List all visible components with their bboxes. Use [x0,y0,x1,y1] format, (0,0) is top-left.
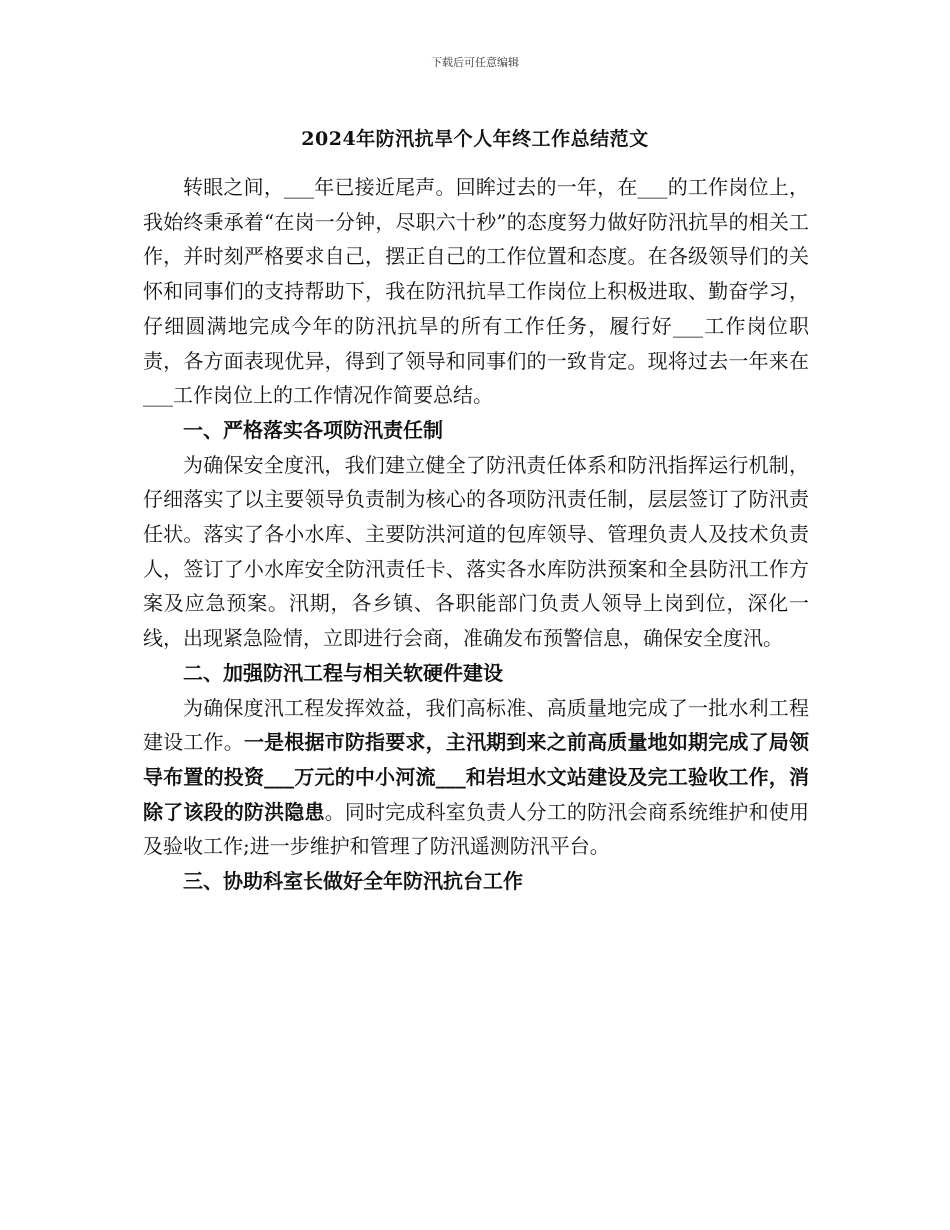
section-2-text-a: 为确保度汛工程发挥效益，我们高标准、高质量地完成了一批水利工程建设工作。 [143,695,809,755]
intro-paragraph: 转眼之间，___年已接近尾声。回眸过去的一年，在___的工作岗位上，我始终秉承着“在岗一分钟，尽职六十秒”的态度努力做好防汛抗旱的相关工作，并时刻严格要求自己，摆正自己的工作位置和态度。在各级领导们的关怀和同事们的支持帮助下，我在防汛抗旱工作岗位上积极进取、勤奋学习，仔细圆满地完成今年的防汛抗旱的所有工作任务，履行好___工作岗位职责，各方面表现优异，得到了领导和同事们的一致肯定。现将过去一年来在___工作岗位上的工作情况作简要总结。 [143,175,809,408]
section-2-bold-text: 一是根据市防指要求，主汛期到来之前高质量地如期完成了局领导布置的投资___万元的中小河流___和岩坦水文站建设及完工验收工作，消除了该段的防洪隐患 [143,730,809,824]
section-1-heading: 一、严格落实各项防汛责任制 [183,417,443,442]
document-title: 2024年防汛抗旱个人年终工作总结范文 [301,128,649,150]
section-2-heading: 二、加强防汛工程与相关软硬件建设 [183,660,503,685]
section-3-heading: 三、协助科室长做好全年防汛抗台工作 [183,869,523,894]
document-body [143,170,809,899]
header-note: 下载后可任意编辑 [431,56,519,69]
section-2-paragraph [143,691,809,865]
section-1-paragraph: 为确保安全度汛，我们建立健全了防汛责任体系和防汛指挥运行机制，仔细落实了以主要领导负责制为核心的各项防汛责任制，层层签订了防汛责任状。落实了各小水库、主要防洪河道的包库领导、管理负责人及技术负责人，签订了小水库安全防汛责任卡、落实各水库防洪预案和全县防汛工作方案及应急预案。汛期，各乡镇、各职能部门负责人领导上岗到位，深化一线，出现紧急险情，立即进行会商，准确发布预警信息，确保安全度汛。 [143,452,809,651]
section-2-text-b: 。同时完成科室负责人分工的防汛会商系统维护和使用及验收工作;进一步维护和管理了防汛遥测防汛平台。 [143,799,809,859]
